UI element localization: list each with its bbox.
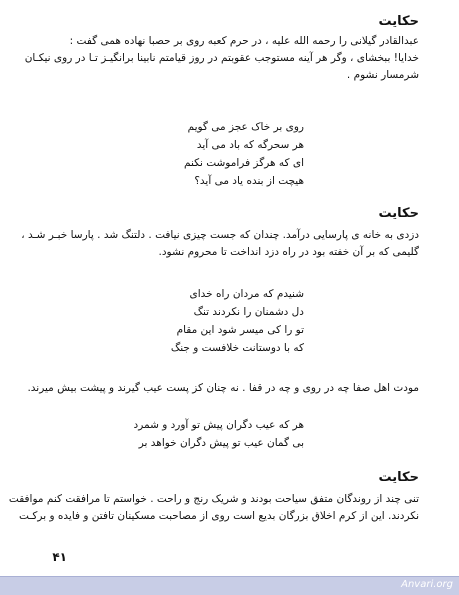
poem-line: ای که هرگز فراموشت نکنم — [183, 157, 304, 169]
footer-bar — [0, 576, 459, 595]
text-line: عبدالقادر گیلانی را رحمه الله علیه ، در حرم کعبه روی بر حصبا نهاده همی گفت : — [69, 35, 419, 47]
section-2-paragraph — [21, 227, 419, 261]
section-3-title: حکایت — [378, 470, 419, 485]
text-line: تنی چند از روندگان متفق سیاحت بودند و شریک رنج و راحت . خواستم تا مرافقت کنم موافقت — [8, 493, 419, 505]
page-number: ۴۱ — [52, 550, 67, 564]
section-3-paragraph — [8, 491, 419, 525]
text-line: مودت اهل صفا چه در روی و چه در قفا . نه چنان کز پست عیب گیرند و پیشت بیش میرند. — [27, 382, 419, 394]
poem-line: شنیدم که مردان راه خدای — [189, 288, 304, 300]
poem-line: که با دوستانت خلافست و جنگ — [170, 342, 304, 354]
section-1-paragraph — [24, 33, 419, 84]
section-2-paragraph-2 — [27, 380, 419, 397]
section-1-title: حکایت — [378, 14, 419, 29]
section-2-poem — [114, 285, 304, 357]
poem-line: روی بر خاک عجز می گویم — [187, 121, 304, 133]
text-line: خدایا! ببخشای ، وگر هر آینه مستوجب عقوبتم در روز قیامتم نابینا برانگیـز تـا در روی نیکـان — [24, 52, 419, 64]
watermark: Anvari.org — [401, 579, 453, 590]
section-2-title: حکایت — [378, 206, 419, 221]
section-1-poem — [114, 118, 304, 190]
text-line: دزدی به خانه ی پارسایی درآمد. چندان که جست چیزی نیافت . دلتنگ شد . پارسا خبـر شـد ، — [21, 229, 419, 241]
text-line: شرمسار نشوم . — [346, 69, 419, 81]
section-2-poem-2 — [74, 416, 304, 452]
poem-line: بی گمان عیب تو پیش دگران خواهد بر — [138, 437, 304, 449]
text-line: نکردند. این از کرم اخلاق بزرگان بدیع است روی از مصاحبت مسکینان تافتن و فایده و برکـت — [19, 510, 419, 522]
poem-line: هر سحرگه که باد می آید — [196, 139, 304, 151]
poem-line: دل دشمنان را نکردند تنگ — [193, 306, 304, 318]
poem-line: هر که عیب دگران پیش تو آورد و شمرد — [133, 419, 304, 431]
poem-line: هیچت از بنده یاد می آید؟ — [194, 175, 304, 187]
poem-line: تو را کی میسر شود این مقام — [176, 324, 304, 336]
text-line: گلیمی که بر آن خفته بود در راه دزد انداخت تا محروم نشود. — [158, 246, 419, 258]
